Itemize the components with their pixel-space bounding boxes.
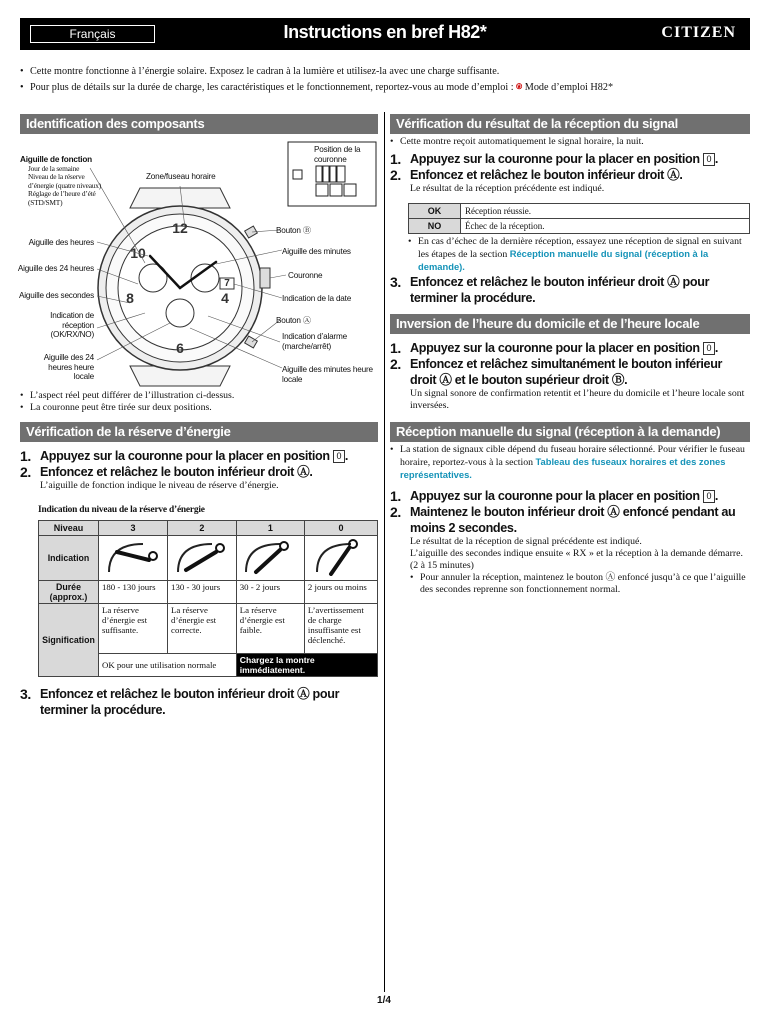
energy-step-2-note: L’aiguille de fonction indique le niveau de réserve d’énergie. (40, 480, 279, 491)
local-minutes-label: Aiguille des minutes heure locale (282, 365, 373, 384)
link-manual-reception[interactable]: Réception manuelle du signal (réception à la demande). (418, 248, 709, 272)
signal-check-content (390, 136, 750, 195)
energy-step-2: 2. Enfoncez et relâchez le bouton inférieur droit Ⓐ. (20, 464, 313, 480)
energy-step-3: 3. Enfoncez et relâchez le bouton inférieur droit Ⓐ pour terminer la procédure. (20, 686, 340, 717)
svg-text:7: 7 (224, 278, 230, 289)
level-1: 1 (236, 521, 304, 536)
position-box: 0 (333, 450, 345, 463)
hour-hand-label: Aiguille des heures (28, 238, 94, 247)
note-1: • L’aspect réel peut différer de l’illustration ci-dessus. (20, 390, 378, 402)
manual-step-1: 1. Appuyez sur la couronne pour la placer en position 0 . (390, 488, 719, 504)
energy-table (38, 520, 378, 677)
meaning-2: La réserve d’énergie est correcte. (168, 604, 237, 654)
meaning-0: L’avertissement de charge insuffisante est déclenché. (304, 604, 377, 654)
intro-line-2: • Pour plus de détails sur la durée de charge, les caractéristiques et le fonctionnement, reportez-vous au mode d’emploi : ⍟ Mode d’emploi H82* (20, 80, 750, 96)
link-time-zone-table[interactable]: Tableau des fuseaux horaires et des zones représentatives. (400, 456, 726, 480)
svg-text:6: 6 (176, 340, 184, 356)
function-hand-label: Aiguille de fonction Jour de la semaine Niveau de la réserve d’énergie (quatre niveaux) Réglage de l’heure d’été (STD/SMT) (20, 155, 110, 207)
ok-normal: OK pour une utilisation normale (99, 654, 237, 677)
result-no-value: Échec de la réception. (461, 219, 750, 234)
svg-text:4: 4 (221, 290, 229, 306)
manual-step-2: 2. Maintenez le bouton inférieur droit Ⓐ enfoncé pendant au moins 2 secondes. (390, 504, 736, 535)
signal-fail-note: • En cas d’échec de la dernière réception, essayez une réception de signal en suivant les étapes de la section Réception manuelle du signal (réception à la demande). (408, 236, 750, 274)
intro-list (20, 64, 750, 96)
duration-2: 130 - 30 jours (168, 581, 237, 604)
duration-1: 30 - 2 jours (236, 581, 304, 604)
meaning-3: La réserve d’énergie est suffisante. (99, 604, 168, 654)
alarm-label: Indication d’alarme (marche/arrêt) (282, 332, 347, 351)
function-item-0: Jour de la semaine (28, 163, 80, 173)
swap-step-2-note: Un signal sonore de confirmation retentit et l’heure du domicile et l’heure locale sont inversées. (410, 388, 745, 411)
brand-logo: CITIZEN (661, 24, 736, 41)
result-no-key: NO (409, 219, 461, 234)
row-meaning: Signification (39, 604, 99, 677)
svg-text:10: 10 (130, 245, 146, 261)
signal-step-2-note: Le résultat de la réception précédente est indiqué. (410, 183, 605, 194)
column-divider (384, 112, 385, 992)
swap-content (390, 340, 750, 412)
components-notes (20, 390, 378, 414)
section-swap-heading: Inversion de l’heure du domicile et de l’heure locale (390, 314, 750, 334)
result-ok-value: Réception réussie. (461, 204, 750, 219)
level-3: 3 (99, 521, 168, 536)
level-0: 0 (304, 521, 377, 536)
function-item-2: Réglage de l’heure d’été (STD/SMT) (28, 189, 96, 207)
level-2: 2 (168, 521, 237, 536)
section-manual-heading: Réception manuelle du signal (réception à la demande) (390, 422, 750, 442)
reception-label: Indication de réception (OK/RX/NO) (50, 311, 94, 339)
manual-content (390, 444, 750, 596)
manual-step-2-note-1: Le résultat de la réception de signal précédente est indiqué. (410, 536, 642, 547)
position-box: 0 (703, 490, 715, 503)
energy-steps (20, 448, 378, 492)
document-title: Instructions en bref H82* (283, 22, 487, 42)
result-ok-key: OK (409, 204, 461, 219)
duration-3: 180 - 130 jours (99, 581, 168, 604)
gauge-icon-2 (172, 538, 232, 576)
crown-position-label: Position de la couronne (314, 145, 361, 164)
signal-step-3: 3. Enfoncez et relâchez le bouton inférieur droit Ⓐ pour terminer la procédure. (390, 274, 710, 305)
section-energy-heading: Vérification de la réserve d’énergie (20, 422, 378, 442)
svg-text:8: 8 (126, 290, 134, 306)
crown-label: Couronne (288, 271, 323, 280)
row-duration: Durée (approx.) (39, 581, 99, 604)
energy-table-caption: Indication du niveau de la réserve d’énergie (38, 505, 205, 515)
signal-step-2: 2. Enfoncez et relâchez le bouton inférieur droit Ⓐ. (390, 167, 683, 183)
page-number: 1/4 (377, 995, 391, 1006)
seconds-hand-label: Aiguille des secondes (19, 291, 94, 300)
language-label: Français (30, 25, 155, 43)
row-indication: Indication (39, 536, 99, 581)
intro-line-1: • Cette montre fonctionne à l’énergie solaire. Exposez le cadran à la lumière et utilisez-la avec une charge suffisante. (20, 64, 750, 80)
h24-hand-label: Aiguille des 24 heures (17, 264, 94, 273)
gauge-icon-0 (311, 538, 371, 576)
col-level: Niveau (39, 521, 99, 536)
position-box: 0 (703, 153, 715, 166)
result-table (408, 203, 750, 234)
note-2: • La couronne peut être tirée sur deux positions. (20, 402, 378, 414)
gauge-icon-1 (240, 538, 300, 576)
energy-step-3-wrap (20, 686, 378, 718)
swap-step-1: 1. Appuyez sur la couronne pour la placer en position 0 . (390, 340, 719, 356)
manual-icon: ⍟ (516, 82, 523, 93)
section-signal-heading: Vérification du résultat de la réception du signal (390, 114, 750, 134)
zone-label: Zone/fuseau horaire (146, 172, 216, 181)
button-b-label: Bouton Ⓑ (276, 226, 311, 235)
manual-cancel-note: • Pour annuler la réception, maintenez le bouton Ⓐ enfoncé jusqu’à ce que l’aiguille des secondes reprenne son fonctionnement normal. (410, 572, 750, 596)
function-item-1: Niveau de la réserve d’énergie (quatre niveaux) (28, 172, 102, 190)
local24-label: Aiguille des 24 heures heure locale (43, 353, 94, 381)
manual-intro: • La station de signaux cible dépend du fuseau horaire sélectionné. Pour vérifier le fuseau horaire, reportez-vous à la section Tableau des fuseaux horaires et des zones représentatives. (390, 444, 750, 482)
manual-step-2-note-2: L’aiguille des secondes indique ensuite « RX » et la réception à la demande démarre. (2 à 15 minutes) (410, 548, 743, 571)
manual-ref[interactable]: Mode d’emploi H82* (524, 82, 614, 93)
signal-step-3-wrap (390, 274, 750, 306)
minute-hand-label: Aiguille des minutes (282, 247, 351, 256)
svg-text:12: 12 (172, 220, 188, 236)
meaning-1: La réserve d’énergie est faible. (236, 604, 304, 654)
energy-step-1: 1. Appuyez sur la couronne pour la placer en position 0 . (20, 448, 349, 464)
section-components-heading: Identification des composants (20, 114, 378, 134)
gauge-icon-3 (103, 538, 163, 576)
swap-step-2: 2. Enfoncez et relâchez simultanément le bouton inférieur droit Ⓐ et le bouton supérieur droit Ⓑ. (390, 356, 723, 387)
header-bar (20, 18, 750, 50)
duration-0: 2 jours ou moins (304, 581, 377, 604)
charge-now: Chargez la montre immédiatement. (236, 654, 377, 677)
button-a-label: Bouton Ⓐ (276, 316, 311, 325)
date-label: Indication de la date (282, 294, 352, 303)
signal-intro: • Cette montre reçoit automatiquement le signal horaire, la nuit. (390, 136, 750, 148)
position-box: 0 (703, 342, 715, 355)
signal-step-1: 1. Appuyez sur la couronne pour la placer en position 0 . (390, 151, 719, 167)
